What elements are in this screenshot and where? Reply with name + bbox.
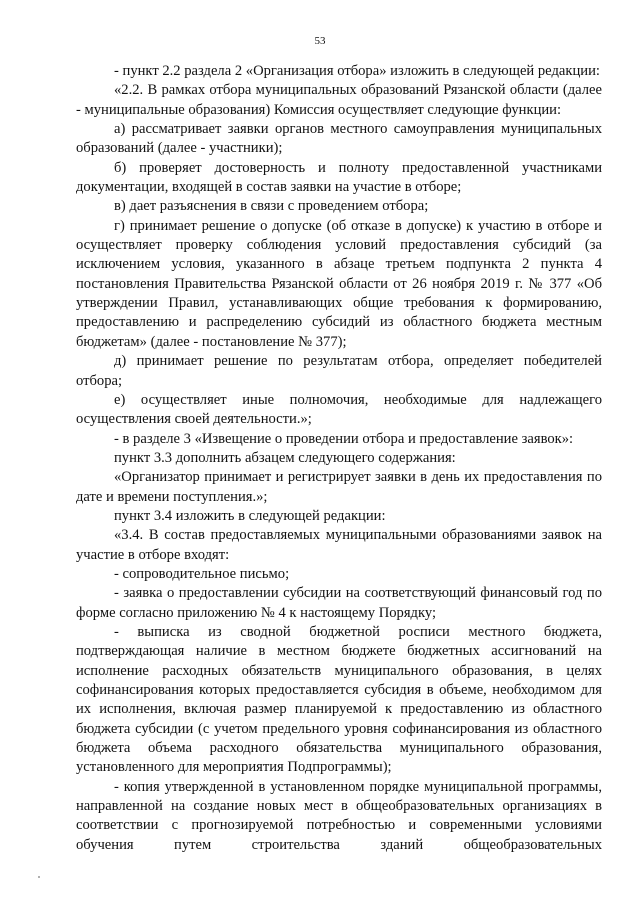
paragraph: г) принимает решение о допуске (об отказе в допуске) к участию в отборе и осуществляет проверку соблюдения условий предоставления субсидий (за исключением условия, указанного в абзаце третьем подпункта 2 пункта 4 постановления Правительства Рязанской области от 26 ноября 2019 г. № 377 «Об утверждении Правил, устанавливающих общие требования к формированию, предоставлению и распределению субсидий из областного бюджета местным бюджетам» (далее - постановление № 377); xyxy=(76,217,602,350)
paragraph: е) осуществляет иные полномочия, необходимые для надлежащего осуществления своей деятельности.»; xyxy=(76,391,602,428)
scan-speck xyxy=(38,876,40,878)
paragraph: - в разделе 3 «Извещение о проведении отбора и предоставление заявок»: xyxy=(114,430,574,447)
paragraph: «2.2. В рамках отбора муниципальных образований Рязанской области (далее - муниципальные образования) Комиссия осуществляет следующие функции: xyxy=(76,82,602,118)
paragraph: - заявка о предоставлении субсидии на соответствующий финансовый год по форме согласно приложению № 4 к настоящему Порядку; xyxy=(76,585,602,621)
paragraph: - сопроводительное письмо; xyxy=(114,565,290,582)
paragraph: пункт 3.3 дополнить абзацем следующего содержания: xyxy=(114,449,456,466)
document-body xyxy=(76,62,602,855)
paragraph: а) рассматривает заявки органов местного самоуправления муниципальных образований (далее - участники); xyxy=(76,121,602,157)
paragraph: - выписка из сводной бюджетной росписи местного бюджета, подтверждающая наличие в местном бюджете бюджетных ассигнований на исполнение расходных обязательств муниципального образования, в целях софинансирования которых предоставляется субсидия в объеме, необходимом для их исполнения, включая размер планируемой к предоставлению из областного бюджета субсидии (с учетом предельного уровня софинансирования из областного бюджета объема расходного обязательства муниципального образования, установленного для мероприятия Подпрограммы); xyxy=(76,623,602,776)
paragraph: - копия утвержденной в установленном порядке муниципальной программы, направленной на создание новых мест в общеобразовательных организациях в соответствии с прогнозируемой потребностью и современными условиями обучения путем строительства зданий общеобразовательных xyxy=(76,778,602,853)
paragraph: в) дает разъяснения в связи с проведением отбора; xyxy=(114,198,429,215)
paragraph: «Организатор принимает и регистрирует заявки в день их предоставления по дате и времени поступления.»; xyxy=(76,469,602,505)
paragraph: д) принимает решение по результатам отбора, определяет победителей отбора; xyxy=(76,353,602,389)
paragraph: - пункт 2.2 раздела 2 «Организация отбора» изложить в следующей редакции: xyxy=(114,63,600,79)
paragraph: б) проверяет достоверность и полноту предоставленной участниками документации, входящей в состав заявки на участие в отборе; xyxy=(76,159,602,196)
page-number: 53 xyxy=(314,35,326,47)
paragraph: пункт 3.4 изложить в следующей редакции: xyxy=(114,507,386,524)
paragraph: «3.4. В состав предоставляемых муниципальными образованиями заявок на участие в отборе входят: xyxy=(76,527,602,563)
